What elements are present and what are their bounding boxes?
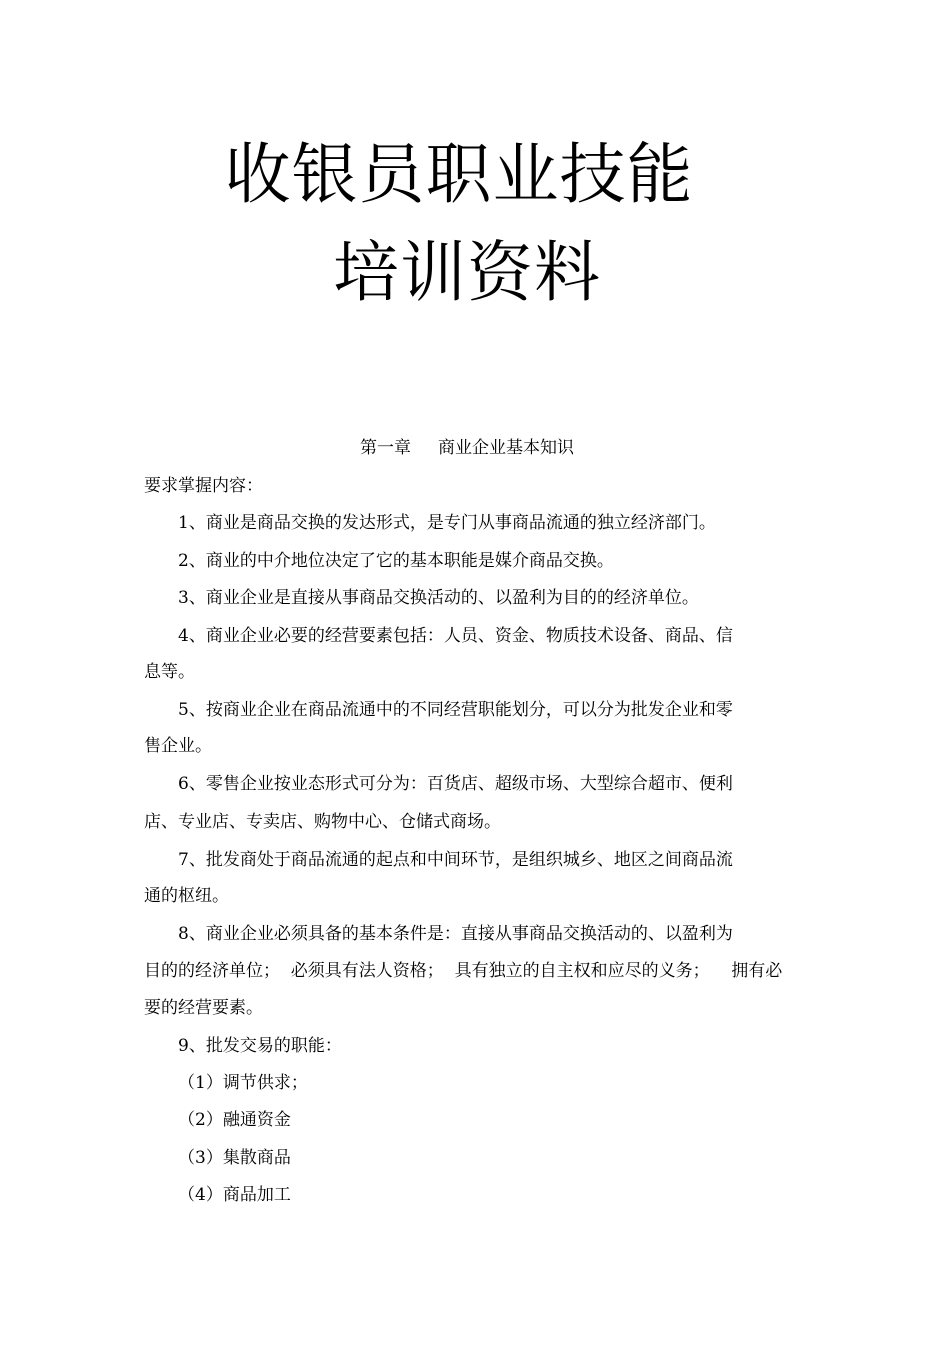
list-item-9: 9、批发交易的职能： [178,1036,342,1056]
list-item-6-line-2: 店、专业店、专卖店、购物中心、仓储式商场。 [144,812,501,832]
list-item-3: 3、商业企业是直接从事商品交换活动的、以盈利为目的的经济单位。 [178,588,699,608]
list-item-7-line-1: 7、批发商处于商品流通的起点和中间环节，是组织城乡、地区之间商品流 [178,850,733,870]
list-item-8-line-3: 要的经营要素。 [144,998,263,1018]
list-item-8-line-1: 8、商业企业必须具备的基本条件是：直接从事商品交换活动的、以盈利为 [178,924,733,944]
list-item-5-line-2: 售企业。 [144,736,212,756]
list-item-1: 1、商业是商品交换的发达形式，是专门从事商品流通的独立经济部门。 [178,513,716,533]
sub-item-1: （1）调节供求； [178,1073,308,1093]
sub-item-2: （2）融通资金 [178,1110,291,1130]
list-item-4-line-1: 4、商业企业必要的经营要素包括：人员、资金、物质技术设备、商品、信 [178,626,733,646]
list-item-8-line-2: 目的的经济单位； 必须具有法人资格； 具有独立的自主权和应尽的义务； 拥有必 [144,961,783,981]
list-item-6-line-1: 6、零售企业按业态形式可分为：百货店、超级市场、大型综合超市、便利 [178,774,733,794]
document-title-line-2: 培训资料 [333,234,601,311]
intro-text: 要求掌握内容： [144,476,263,496]
list-item-7-line-2: 通的枢纽。 [144,886,229,906]
list-item-4-line-2: 息等。 [144,662,195,682]
sub-item-3: （3）集散商品 [178,1148,291,1168]
list-item-5-line-1: 5、按商业企业在商品流通中的不同经营职能划分，可以分为批发企业和零 [178,700,733,720]
chapter-heading: 第一章 商业企业基本知识 [360,438,575,458]
list-item-2: 2、商业的中介地位决定了它的基本职能是媒介商品交换。 [178,551,614,571]
sub-item-4: （4）商品加工 [178,1185,291,1205]
document-title-line-1: 收银员职业技能 [224,136,694,213]
